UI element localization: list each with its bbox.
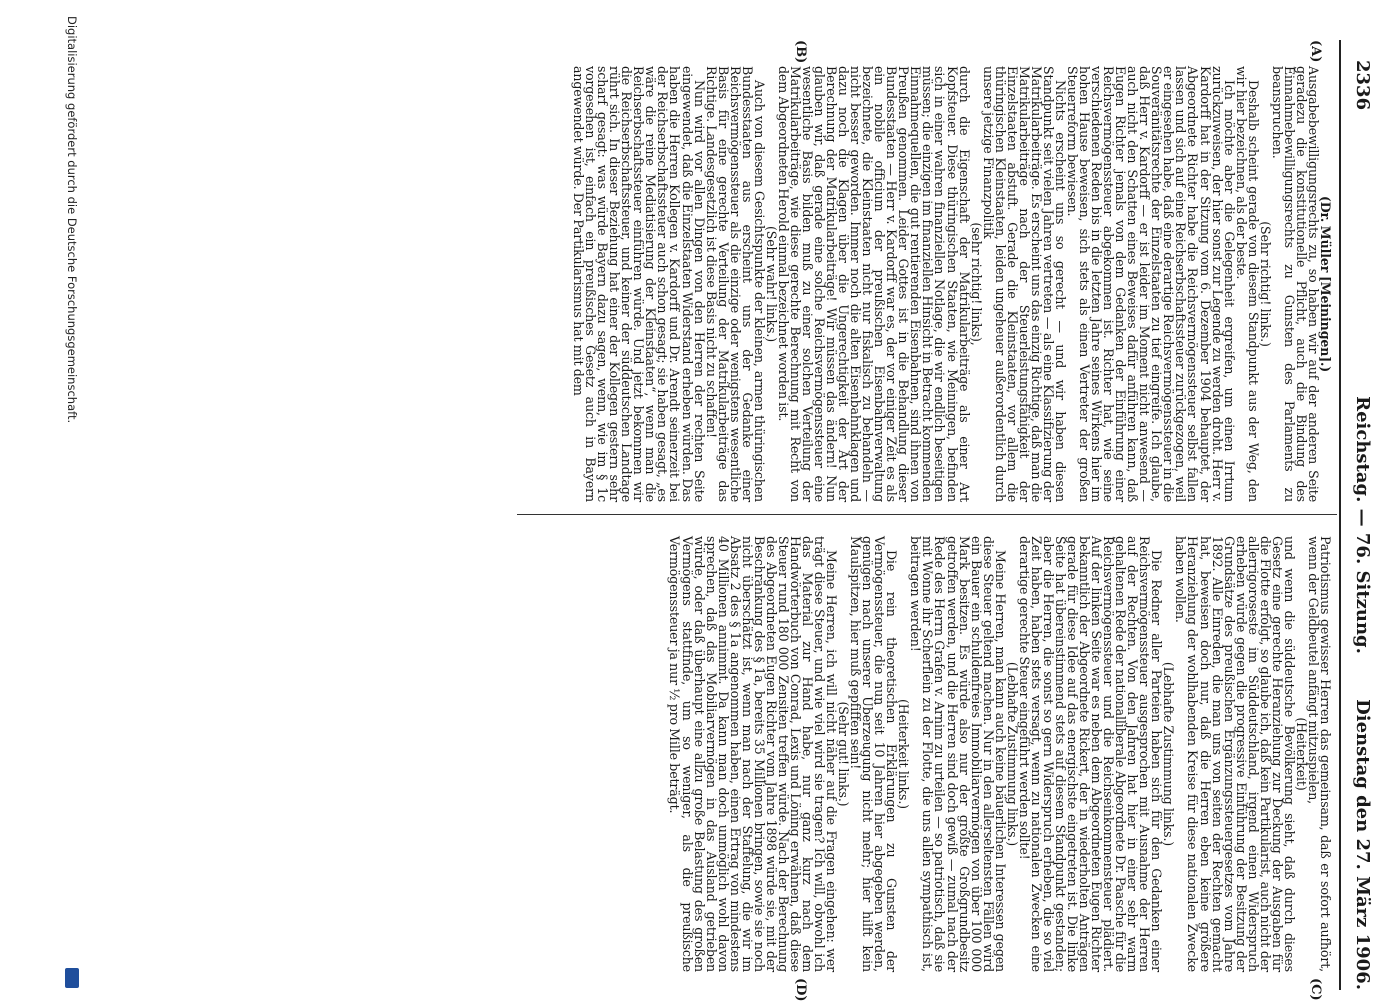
remark: (Lebhafte Zustimmung links.) (1004, 661, 1020, 847)
paragraph: Patriotismus gewisser Herren das gemeinsam, daß er sofort aufhört, wenn der Geldbeutel anfängt mitzuspielen, (1305, 536, 1333, 972)
digitization-credit: Digitalisierung gefördert durch die Deutsche Forschungsgemeinschaft. (65, 16, 79, 424)
margin-marker-a: (A) (1308, 40, 1323, 63)
header-title: Reichstag. — 76. Sitzung. (1352, 396, 1373, 654)
margin-marker-c: (C) (1308, 978, 1323, 1001)
paragraph: Nichts erscheint uns so gerecht — und wir haben diesen Standpunkt seit vielen Jahren vertreten — als eine Klassifizierung der Matrikularbeiträge. Es erscheint uns das einzig Richtige, daß man die Matrikularbeiträge nach der Steuerleistungsfähigkeit der Einzelstaaten abstuft. Gerade die Kleinstaaten, vor allem die thüringischen Kleinstaaten, leiden ungeheuer außerordentlich durch unsere jetzige Finanzpolitik (980, 66, 1068, 502)
paragraph: Die Redner aller Parteien haben sich für den Gedanken einer Reichsvermögenssteuer ausgesprochen mit Ausnahme der Herren auf der Rechten. Von den Jahren hat hier in einer sehr warm gehaltenen Rede der nationalliberale Abgeordnete Dr. Paasche für die Reichsvermögenssteuer und die Reichseinkommensteuer plädiert. Auf der linken Seite war es neben dem Abgeordneten Eugen Richter bekanntlich der Abgeordnete Rickert, der in wiederholten Anträgen gerade für diese Idee auf das energischste eingetreten ist. Die linke Seite hat übereinstimmend stets auf diesem Standpunkt gestanden; aber die Herren, die sonst so gern Widerspruch erheben, die so viel Zeit haben, haben stets versagt, wenn zu nationalen Zwecken eine derartige gerechte Steuer eingeführt werden sollte! (1016, 536, 1165, 972)
margin-marker-b: (B) (793, 40, 808, 64)
remark: (Heiterkeit links.) (896, 699, 912, 809)
paragraph: Nun wird vor allen Dingen von den Herren der rechten Seite eingewendet, daß die Einzelstaaten Widerstand erheben würden. Das haben die Herren Kollegen v. Kardorff und Dr. Arendt seinerzeit bei der Reichserbschaftssteuer auch schon gesagt; sie haben gesagt, „es wäre die reine Mediatisierung der Kleinstaaten“, wenn man die Reichserbschaftssteuer einführen würde. Und jetzt bekommen wir die Reichserbschaftssteuer, und keiner der süddeutschen Landtage rührt sich. In dieser Beziehung hat einer der Kollegen gestern sehr scharf gesagt: was würde Bayern dazu sagen, wenn, wie im § 1c vorgesehen ist, einfach ein preußisches Gesetz auch in Bayern angewendet würde. Der Partikularismus hat mit dem (571, 66, 707, 502)
paragraph: Auch von diesem Gesichtspunkte der kleinen, armen thüringischen Bundesstaaten aus erscheint uns der Gedanke einer Reichsvermögenssteuer als die einzige oder wenigstens wesentliche Basis für eine gerechte Verteilung der Matrikularbeiträge das Richtige. Landesgesetzlich ist diese Basis nicht zu schaffen! (703, 66, 767, 502)
rotated-page (56, 0, 1383, 1000)
paragraph: Meine Herren, ich will nicht näher auf die Fragen eingehen: wer trägt diese Steuer, und wie viel wird sie tragen? Ich will, obwohl ich das Material zur Hand habe, nur ganz kurz nach dem Handwörterbuch von Conrad, Lexis und Löning erwähnen, daß diese Steuer rund 180 000 Zensiten treffen würde. Nach der Berechnung des Abgeordneten Eugen Richter vom Jahre 1898 würde sie, mit der Beschränkung des § 1a, bereits 35 Millionen bringen, sowie sie noch nicht überschätzt ist, wenn man nach der Staffelung, die wir im Absatz 2 des § 1a angenommen haben, einen Ertrag von mindestens 40 Millionen annimmt. Da kann man doch unmöglich wohl davon sprechen, daß das Mobiliarvermögen in das Ausland getrieben würde, oder daß überhaupt eine allzu große Belastung des großen Vermögens stattfinde, um so weniger, als die preußische Vermögenssteuer ja nur ½ pro Mille beträgt. (667, 536, 840, 972)
page-footer (59, 0, 83, 1000)
dfg-logo-icon (65, 968, 79, 988)
paragraph: und wenn die süddeutsche Bevölkerung sieht, daß durch dieses Gesetz eine gerechte Heranziehung zur Deckung der Ausgaben für die Flotte erfolgt, so glaube ich, daß kein Partikularist, auch nicht der allerrigoroseste im Süddeutschland, irgend einen Widerspruch erheben würde gegen die progressive Einführung der Besitzung der Grundsätze des preußischen Ergänzungssteuergesetzes vom Jahre 1892. Alle Einreden, die man uns von seiten der Rechten gemacht hat, beweisen doch nur, daß die Herren eben keine größere Heranziehung der wohlhabenden Kreise für diese nationalen Zwecke haben wollen. (1173, 536, 1297, 972)
remark: (Sehr wahr! links.) (763, 226, 779, 342)
header-rule (1339, 40, 1341, 990)
paragraph: durch die Eigenschaft der Matrikularbeiträge als einer Art Kopfsteuer. Diese thüringischen Staaten, wie Meiningen, befinden sich in einer wahren finanziellen Notlage, die wir endlich beseitigen müssen; die einzigen im finanziellen Hinsicht in Betracht kommenden Einnahmequellen, die gut rentierenden Eisenbahnen, sind ihnen von Preußen genommen. Leider Gottes ist in die Behandlung dieser Bundesstaaten — Herr v. Kardorff war es, der vor einiger Zeit es als ein nobile officium der preußischen Eisenbahnverwaltung bezeichnete, die Kleinstaaten nicht nur fiskalisch zu behandeln — nicht besser geworden. Immer noch die alten Eisenbahnklagen und dazu noch die Klagen über die Ungerechtigkeit der Art der Berechnung der Matrikularbeiträge! Wir müssen das ändern! Nun glauben wir, daß gerade eine solche Reichsvermögenssteuer eine wesentliche Basis bilden muß zu einer solchen Verteilung der Matrikularbeiträge, wie diese gerechte Berechnung mit Recht von dem Abgeordneten Herold einmal bezeichnet worden ist. (775, 66, 972, 502)
paragraph: Die rein theoretischen Erklärungen zu Gunsten der Vermögenssteuer, die nun seit 10 Jahren hier abgegeben werden, genügen nach unserer Überzeugung nicht mehr; hier hilft kein Maulspitzen, hier muß gepfiffen sein! (848, 536, 900, 972)
paragraph: Ich möchte aber die Gelegenheit ergreifen, um einen Irrtum zurückzuweisen, der hier sonst zur Legende zu werden droht. Herr v. Kardorff hat in der Sitzung vom 6. Dezember 1904 behauptet, der Abgeordnete Richter habe die Reichsvermögenssteuer selbst fallen lassen und sich auf eine Reichserbschaftssteuer zurückgezogen, weil er eingesehen habe, daß eine derartige Reichsvermögenssteuer in die Souveränitätsrechte der Einzelstaaten zu tief eingreife. Ich glaube, daß Herr v. Kardorff — er ist leider im Moment nicht anwesend — auch nicht den Schatten eines Beweises dafür anführen kann, daß Eugen Richter jemals von dem Gedanken der Einführung einer Reichsvermögenssteuer abgekommen ist. Richter hat, wie seine verschiedenen Reden bis in die letzten Jahre seines Wirkens hier im hohen Hause beweisen, sich stets als einen Vertreter der großen Steuerreform bewiesen. (1065, 66, 1237, 502)
column-divider (517, 514, 1337, 515)
page-header (1343, 60, 1377, 990)
margin-marker-d: (D) (793, 978, 808, 1002)
left-column (572, 66, 1331, 502)
remark: (Sehr richtig! links.) (1257, 221, 1273, 347)
right-column (668, 536, 1331, 972)
remark: (sehr richtig! links), (968, 222, 984, 346)
remark: (Sehr gut! links.) (836, 701, 852, 807)
paragraph: Ausgabebewilligungsrechts zu, so haben wir auf der anderen Seite geradezu die konstitutionelle Pflicht, auch die Bindung des Einnahmebewilligungsrechts zu Gunsten des Parlaments zu beanspruchen. (1269, 66, 1321, 502)
paragraph: Deshalb scheint gerade von diesem Standpunkt aus der Weg, den wir hier bezeichnen, als der beste. (1233, 66, 1261, 502)
paragraph: Meine Herren, man kann auch keine bäuerlichen Interessen gegen diese Steuer geltend machen. Nur in den allerseltensten Fällen wird ein Bauer ein schuldenfreies Immobiliarvermögen von über 100 000 Mark besitzen. Es würde also nur der größte Großgrundbesitz getroffen werden, und die Herren sind doch gewiß — zumal nach der Rede des Herrn Grafen v. Arnim zu urteilen — so patriotisch, daß sie mit Wonne ihr Scherflein zu der Flotte, die uns allen sympathisch ist, beitragen werden! (908, 536, 1008, 972)
speaker-line: (Dr. Müller [Meiningen].) (1318, 195, 1333, 373)
remark: (Lebhafte Zustimmung links.) (1161, 661, 1177, 847)
header-date: Dienstag den 27. März 1906. (1352, 699, 1373, 990)
page-number: 2336 (1352, 60, 1373, 111)
remark: (Heiterkeit) (1293, 717, 1309, 791)
